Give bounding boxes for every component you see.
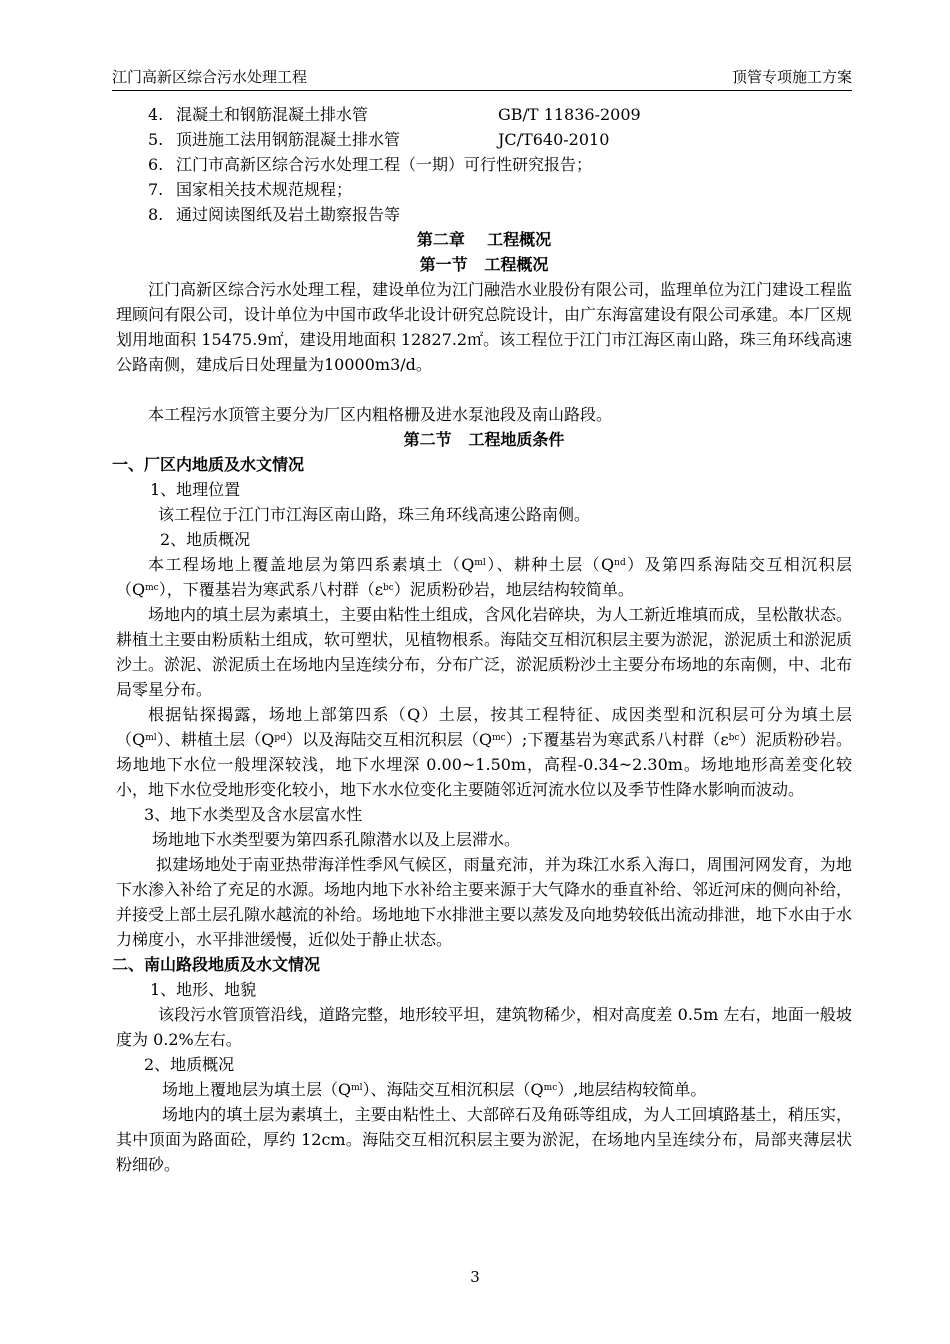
spacer (116, 377, 852, 402)
project-overview-paragraph: 江门高新区综合污水处理工程，建设单位为江门融浩水业股份有限公司，监理单位为江门建设工程监理顾问有限公司，设计单位为中国市政华北设计研究总院设计，由广东海富建设有限公司承建。本厂区规划用地面积 15475.9㎡，建设用地面积 12827.2㎡。该工程位于江门市江海区南山路，珠三角环线高速公路南侧，建成后日处理量为10000m3/d。 (116, 280, 853, 374)
list-item (116, 177, 852, 202)
drilling-paragraph: 根据钻探揭露，场地上部第四系（Q）土层，按其工程特征、成因类型和沉积层可分为填土层$(Q^{ml})$、耕植土层$(Q^{pd})$以及海陆交互相沉积层$(Q^{mc})$;下覆基岩为寒武系八村群$(\varepsilon^{bc})$泥质粉砂岩。场地地下水位一般埋深较浅，地下水埋深 0.00~1.50m，高程-0.34~2.30m。场地地形高差变化较小，地下水位受地形变化较小，地下水水位变化主要随邻近河流水位以及季节性降水影响而波动。 (116, 705, 852, 799)
pipe-jacking-scope-paragraph: 本工程污水顶管主要分为厂区内粗格栅及进水泵池段及南山路段。 (148, 405, 613, 424)
header-document-title: 顶管专项施工方案 (731, 68, 852, 86)
list-item (116, 102, 852, 127)
overlying-strata-paragraph: 场地上覆地层为填土层$(Q^{ml})$、海陆交互相沉积层$(Q^{mc})$,地层结构较简单。 (162, 1080, 707, 1099)
list-item-standard: JC/T640-2010 (498, 130, 610, 149)
strata-paragraph: 本工程场地上覆盖地层为第四系素填土$(Q^{ml})$、耕种土层$(Q^{nd})$及第四系海陆交互相沉积层$(Q^{mc})$，下覆基岩为寒武系八村群$(\varepsilon^{bc})$泥质粉砂岩，地层结构较简单。 (116, 555, 852, 599)
subsection-heading: 2、地质概况 (144, 1055, 235, 1074)
chapter-title: 第二章 工程概况 (416, 230, 552, 249)
list-item-text: 江门市高新区综合污水处理工程（一期）可行性研究报告； (176, 155, 593, 174)
list-item-number: 4. (148, 105, 164, 124)
list-item (116, 202, 852, 227)
part-heading: 二、南山路段地质及水文情况 (112, 955, 321, 974)
section-title: 第一节 工程概况 (419, 255, 549, 274)
section-title: 第二节 工程地质条件 (403, 430, 565, 449)
page-header (112, 62, 852, 91)
groundwater-recharge-paragraph: 拟建场地处于南亚热带海洋性季风气候区，雨量充沛，并为珠江水系入海口，周围河网发育，为地下水渗入补给了充足的水源。场地内地下水补给主要来源于大气降水的垂直补给、邻近河床的侧向补给，并接受上部土层孔隙水越流的补给。场地地下水排泄主要以蒸发及向地势较低出流动排泄，地下水由于水力梯度小，水平排泄缓慢，近似处于静止状态。 (116, 855, 853, 949)
fill-layer-paragraph: 场地内的填土层为素填土，主要由粘性土组成，含风化岩碎块，为人工新近堆填而成，呈松散状态。耕植土主要由粉质粘土组成，软可塑状，见植物根系。海陆交互相沉积层主要为淤泥，淤泥质土和淤泥质沙土。淤泥、淤泥质土在场地内呈连续分布，分布广泛，淤泥质粉沙土主要分布场地的东南侧，中、北布局零星分布。 (116, 605, 853, 699)
list-item-number: 7. (148, 180, 164, 199)
list-item-text: 国家相关技术规范规程； (176, 180, 353, 199)
list-item-text: 混凝土和钢筋混凝土排水管 (176, 105, 369, 124)
page-number: 3 (470, 1268, 480, 1286)
subsection-heading: 3、地下水类型及含水层富水性 (144, 805, 363, 824)
list-item-number: 6. (148, 155, 164, 174)
list-item-standard: GB/T 11836-2009 (498, 105, 641, 124)
groundwater-type-paragraph: 场地地下水类型要为第四系孔隙潜水以及上层滞水。 (152, 830, 521, 849)
list-item-number: 8. (148, 205, 164, 224)
header-project-title: 江门高新区综合污水处理工程 (112, 68, 308, 86)
location-paragraph: 该工程位于江门市江海区南山路，珠三角环线高速公路南侧。 (158, 505, 591, 524)
list-item-text: 通过阅读图纸及岩土勘察报告等 (176, 205, 401, 224)
subsection-heading: 2、地质概况 (160, 530, 251, 549)
subsection-heading: 1、地形、地貌 (150, 980, 257, 999)
list-item (116, 152, 852, 177)
list-item-number: 5. (148, 130, 164, 149)
terrain-paragraph: 该段污水管顶管沿线，道路完整，地形较平坦，建筑物稀少，相对高度差 0.5m 左右，地面一般坡度为 0.2%左右。 (116, 1005, 852, 1049)
page-body (112, 102, 853, 1177)
road-fill-paragraph: 场地内的填土层为素填土，主要由粘性土、大部碎石及角砾等组成，为人工回填路基土，稍压实，其中顶面为路面砼，厚约 12cm。海陆交互相沉积层主要为淤泥，在场地内呈连续分布，局部夹薄层状粉细砂。 (116, 1105, 852, 1174)
list-item (116, 127, 852, 152)
part-heading: 一、厂区内地质及水文情况 (112, 455, 305, 474)
list-item-text: 顶进施工法用钢筋混凝土排水管 (176, 130, 401, 149)
subsection-heading: 1、地理位置 (150, 480, 241, 499)
